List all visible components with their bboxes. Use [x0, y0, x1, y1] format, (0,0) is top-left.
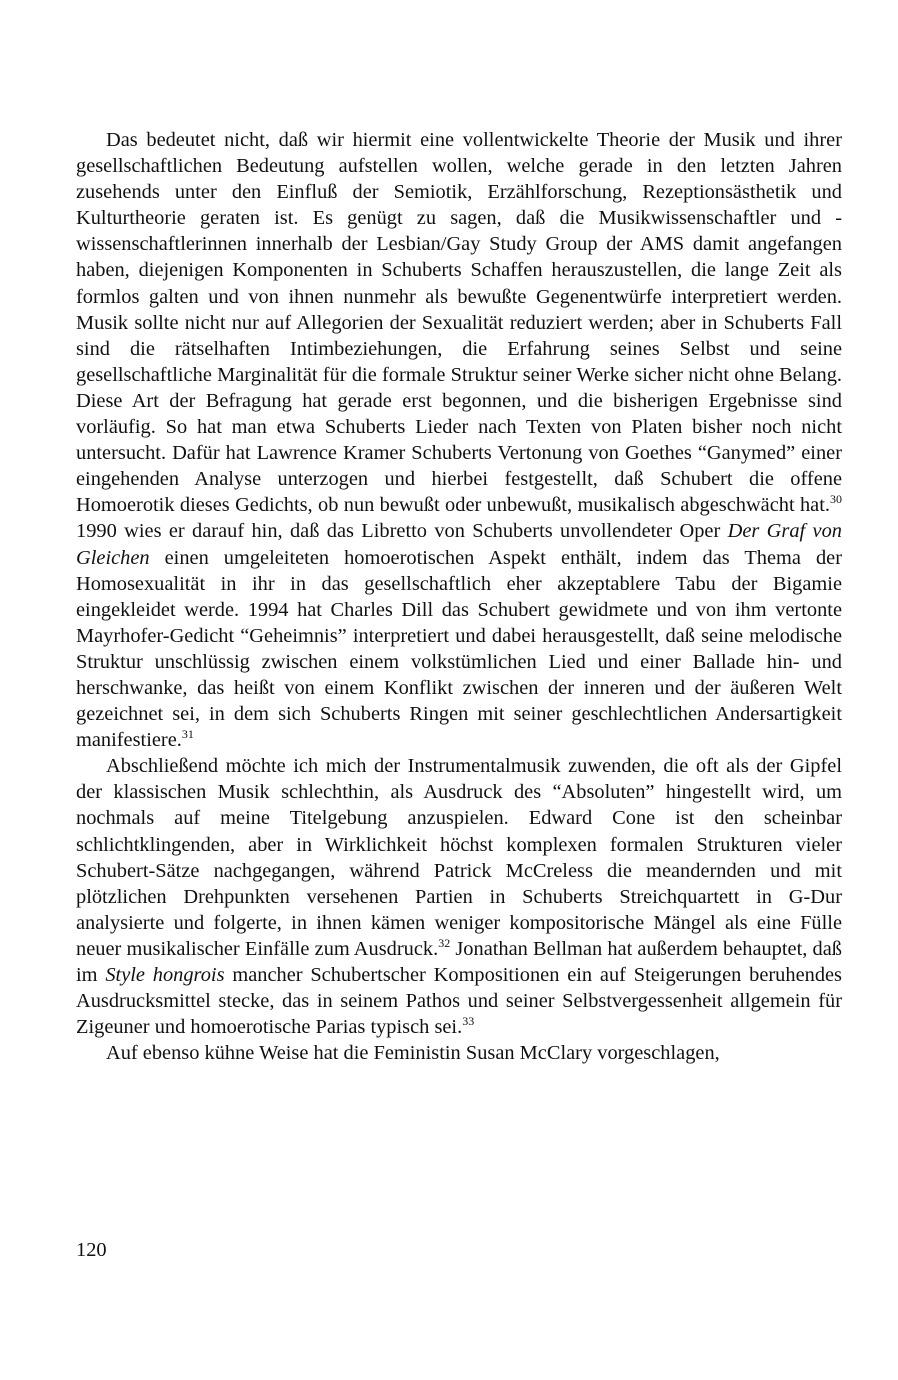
footnote-marker: 31: [181, 727, 194, 742]
text-run: mancher Schubertscher Kompositionen ein auf Steigerungen beruhendes Ausdrucksmittel stecke, das in seinem Pathos und seiner Selbstvergessenheit allgemein für Zigeuner und homoerotische Parias typisch sei.: [76, 964, 842, 1039]
italic-title: Style hongrois: [105, 964, 225, 986]
text-run: Abschließend möchte ich mich der Instrumentalmusik zuwenden, die oft als der Gipfel der klassischen Musik schlechthin, als Ausdruck des “Absoluten” hingestellt wird, um nochmals auf meine Titelgebung anzuspielen. Edward Cone ist den scheinbar schlichtklingenden, aber in Wirklichkeit höchst komplexen formalen Strukturen vieler Schubert-Sätze nachgegangen, während Patrick McCreless die meandernden und mit plötzlichen Drehpunkten versehenen Partien in Schuberts Streichquartett in G-Dur analysierte und folgerte, in ihnen kämen weniger kompositorische Mängel als eine Fülle neuer musikalischer Einfälle zum Ausdruck.: [76, 755, 842, 960]
page-number: 120: [76, 1239, 107, 1261]
text-run: 1990 wies er darauf hin, daß das Libretto von Schuberts unvollendeter Oper: [76, 520, 728, 543]
footnote-marker: 32: [438, 935, 451, 950]
text-run: einen umgeleiteten homoerotischen Aspekt enthält, indem das Thema der Homosexualität in ihr in das gesellschaftlich eher akzeptablere Tabu der Bigamie eingekleidet werde. 1994 hat Charles Dill das Schubert gewidmete und von ihm vertonte Mayrhofer-Gedicht “Geheimnis” interpretiert und dabei herausgestellt, daß seine melodische Struktur unschlüssig zwischen einem volkstümlichen Lied und einer Ballade hin- und herschwanke, das heißt von einem Konflikt zwischen der inneren und der äußeren Welt gezeichnet sei, in dem sich Schuberts Ringen mit seiner geschlechtlichen Andersartigkeit manifestiere.: [76, 546, 842, 752]
paragraph: [76, 1040, 842, 1066]
italic-title: Der Graf von Gleichen: [76, 520, 843, 569]
footnote-marker: 30: [830, 492, 842, 507]
text-run: Auf ebenso kühne Weise hat die Feministin Susan McClary vorgeschlagen,: [106, 1042, 720, 1065]
paragraph: [76, 127, 842, 753]
text-run: Jonathan Bellman hat außerdem behauptet, daß im: [76, 937, 842, 986]
paragraph: [76, 753, 842, 1040]
text-run: Das bedeutet nicht, daß wir hiermit eine vollentwickelte Theorie der Musik und ihrer gesellschaftlichen Bedeutung aufstellen wollen, welche gerade in den letzten Jahren zusehends unter den Einfluß der Semiotik, Erzählforschung, Rezeptionsästhetik und Kulturtheorie geraten ist. Es genügt zu sagen, daß die Musikwissenschaftler und -wissenschaftlerinnen innerhalb der Lesbian/Gay Study Group der AMS damit angefangen haben, diejenigen Komponenten in Schuberts Schaffen herauszustellen, die lange Zeit als formlos galten und von ihnen nunmehr als bewußte Gegenentwürfe interpretiert werden. Musik sollte nicht nur auf Allegorien der Sexualität reduziert werden; aber in Schuberts Fall sind die rätselhaften Intimbeziehungen, die Erfahrung seines Selbst und seine gesellschaftliche Marginalität für die formale Struktur seiner Werke sicher nicht ohne Belang. Diese Art der Befragung hat gerade erst begonnen, und die bisherigen Ergebnisse sind vorläufig. So hat man etwa Schuberts Lieder nach Texten von Platen bisher noch nicht untersucht. Dafür hat Lawrence Kramer Schuberts Vertonung von Goethes “Ganymed” einer eingehenden Analyse unterzogen und hierbei festgestellt, daß Schubert die offene Homoerotik dieses Gedichts, ob nun bewußt oder unbewußt, musikalisch abgeschwächt hat.: [76, 129, 842, 517]
body-text: [76, 127, 842, 1066]
footnote-marker: 33: [462, 1014, 475, 1029]
